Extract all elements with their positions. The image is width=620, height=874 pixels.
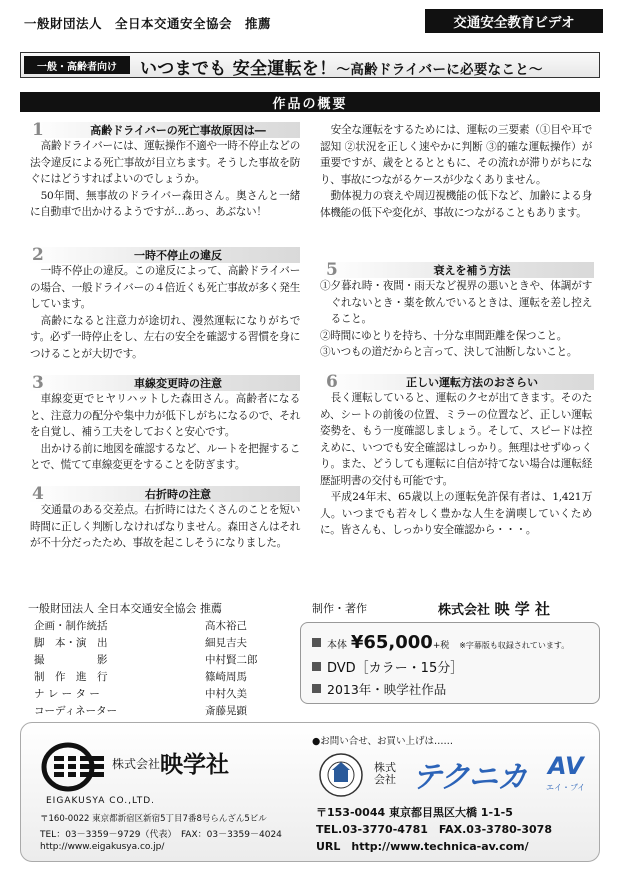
footer-left-company: 映学社: [160, 752, 229, 778]
section-title: 正しい運転方法のおさらい: [406, 376, 538, 389]
footer-right-av-kana: エイ・ブイ: [546, 783, 586, 792]
footer-right-company: テクニカ: [412, 760, 527, 795]
footer-right-prefix: 株式会社: [374, 761, 396, 786]
section-number: 6: [326, 372, 338, 392]
section-4-body: [30, 502, 300, 552]
paragraph: 長く運転していると、運転のクセが出てきます。そのため、シートの前後の位置、ミラーの位置など、正しい運転姿勢を、もう一度確認しましょう。そして、スピードは控えめに、いつでも安全確認はしっかり。無理はせずゆっくり。また、どうしても運転に自信が持てない場合は運転経歴証明書の交付も可能です。: [320, 392, 592, 487]
price: ¥65,000: [350, 632, 433, 653]
section-number: 3: [32, 373, 44, 393]
section-number: 2: [32, 245, 44, 265]
inquiry-label: ●お問い合せ、お買い上げは……: [312, 736, 454, 747]
footer-right-address: 〒153-0044 東京都目黒区大橋 1-1-5: [316, 806, 513, 819]
credit-role: 制 作 進 行: [34, 671, 108, 683]
credit-role: ナ レ ー タ ー: [34, 688, 100, 700]
section-3-body: [30, 391, 300, 474]
footer-left-tel: TEL：03－3359－9729（代表） FAX：03－3359－4024: [40, 830, 282, 840]
footer-right-av: AV: [548, 752, 584, 780]
footer-right-url[interactable]: URL http://www.technica-av.com/: [316, 840, 529, 853]
production-label: 制作・著作: [312, 602, 367, 615]
paragraph: 高齢になると注意力が途切れ、漫然運転になりがちです。必ず一時停止をし、左右の安全を確認する習慣を身につけることが大切です。: [30, 314, 300, 360]
section-6-heading: [322, 374, 594, 390]
paragraph: 一時不停止の違反。この違反によって、高齢ドライバーの場合、一般ドライバーの４倍近くも死亡事故が多く発生しています。: [30, 265, 300, 310]
category-badge: 交通安全教育ビデオ: [425, 9, 603, 33]
paragraph: 高齢ドライバーには、運転操作不適や一時不停止などの法令違反による死亡事故が目立ちます。そうした事故を防ぐにはどうすればよいのでしょうか。: [30, 140, 300, 185]
paragraph: ③いつもの道だからと言って、決して油断しないこと。: [320, 346, 578, 358]
credit-name: 中村賢二郎: [205, 654, 258, 666]
footer-left-roman: EIGAKUSYA CO.,LTD.: [46, 796, 156, 806]
section-5-heading: [322, 262, 594, 278]
paragraph: 安全な運転をするためには、運転の三要素（①目や耳で認知 ②状況を正しく速やかに判断 ③的確な運転操作）が重要ですが、歳をとるとともに、その流れが滞りがちになり、事故につながるケースが少なくありません。: [320, 124, 592, 186]
overview-heading: 作品の概要: [20, 92, 600, 112]
footer-left-address: 〒160-0022 東京都新宿区新宿5丁目7番8号らんざん5ビル: [40, 814, 267, 824]
section-1-heading: [28, 122, 300, 138]
paragraph: 動体視力の衰えや周辺視機能の低下など、加齢による身体機能の低下や変化が、事故につながることもあります。: [320, 190, 592, 219]
intro-body: [320, 122, 592, 221]
paragraph: 50年間、無事故のドライバー森田さん。奥さんと一緒に自動車で出かけるようですが…あっ、あぶない！: [30, 189, 300, 218]
section-5-body: [320, 278, 592, 361]
production-company: [438, 598, 550, 619]
section-number: 1: [32, 120, 44, 140]
bullet-square-icon: [312, 638, 321, 647]
price-label: 本体: [327, 640, 347, 651]
footer-left-url[interactable]: http://www.eigakusya.co.jp/: [40, 842, 165, 852]
company-name: 映 学 社: [494, 600, 550, 618]
credit-name: 篠崎周馬: [205, 671, 247, 683]
company-prefix: 株式会社: [438, 603, 491, 618]
footer-left-prefix: 株式会社: [112, 757, 161, 771]
paragraph: ②時間にゆとりを持ち、十分な車間距離を保つこと。: [320, 329, 568, 342]
credit-name: 細見吉夫: [205, 637, 247, 649]
main-title-text: いつまでも 安全運転を！: [140, 59, 337, 79]
paragraph: 車線変更でヒヤリハットした森田さん。高齢者になると、注意力の配分や集中力が低下しがちになるので、それを自覚し、補う工夫をしておくと安心です。: [30, 393, 300, 438]
section-number: 4: [32, 484, 44, 504]
section-title: 右折時の注意: [145, 488, 211, 501]
price-line: [312, 632, 569, 653]
recommendation-header: 一般財団法人 全日本交通安全協会 推薦: [24, 16, 272, 31]
section-number: 5: [326, 260, 338, 280]
credit-role: 撮 影: [34, 654, 108, 666]
format-line: [312, 657, 463, 676]
main-subtitle: ～高齢ドライバーに必要なこと～: [336, 62, 543, 78]
section-2-heading: [28, 247, 300, 263]
credit-role: コーディネーター: [34, 705, 118, 717]
eigakusya-logo-icon: [40, 742, 104, 792]
section-title: 車線変更時の注意: [134, 377, 222, 390]
main-title: [140, 54, 543, 79]
year: 2013年・映学社作品: [327, 682, 447, 697]
paragraph: 出かける前に地図を確認するなど、ルートを把握することで、慌てて車線変更をすることを防ぎます。: [30, 442, 300, 471]
bullet-square-icon: [312, 684, 321, 693]
credit-role: 企画・制作統括: [34, 620, 108, 632]
inquiry-text: お問い合せ、お買い上げは……: [320, 736, 454, 747]
price-note: ※字幕版も収録されています。: [459, 641, 570, 650]
section-1-body: [30, 138, 300, 221]
section-4-heading: [28, 486, 300, 502]
audience-label: 一般・高齢者向け: [24, 56, 130, 74]
section-title: 高齢ドライバーの死亡事故原因は―: [90, 124, 266, 137]
technica-seal-icon: [318, 752, 364, 798]
format: DVD［カラー・15分］: [327, 661, 464, 676]
credit-role: 脚 本・演 出: [34, 637, 108, 649]
credit-name: 斎藤晃顕: [205, 705, 247, 717]
section-title: 一時不停止の違反: [134, 249, 222, 262]
credits-heading: 一般財団法人 全日本交通安全協会 推薦: [28, 602, 222, 615]
bullet-square-icon: [312, 662, 321, 671]
credit-name: 中村久美: [205, 688, 247, 700]
tax-label: +税: [432, 641, 450, 651]
section-6-body: [320, 390, 592, 539]
section-3-heading: [28, 375, 300, 391]
footer-right-tel: TEL.03-3770-4781 FAX.03-3780-3078: [316, 823, 552, 836]
paragraph: 交通量のある交差点。右折時にはたくさんのことを短い時間に正しく判断しなければなりません。森田さんはそれが不十分だったため、事故を起こしそうになりました。: [30, 504, 300, 549]
year-line: [312, 680, 446, 698]
section-title: 衰えを補う方法: [433, 264, 511, 277]
paragraph: ①夕暮れ時・夜間・雨天など視界の悪いときや、体調がすぐれないとき・薬を飲んでいるときは、運転を差し控えること。: [320, 280, 592, 325]
paragraph: 平成24年末、65歳以上の運転免許保有者は、1,421万人。いつまでも若々しく豊かな人生を満喫していくために。皆さんも、しっかり安全確認から・・・。: [320, 491, 592, 536]
section-2-body: [30, 263, 300, 362]
credit-name: 高木裕己: [205, 620, 247, 632]
